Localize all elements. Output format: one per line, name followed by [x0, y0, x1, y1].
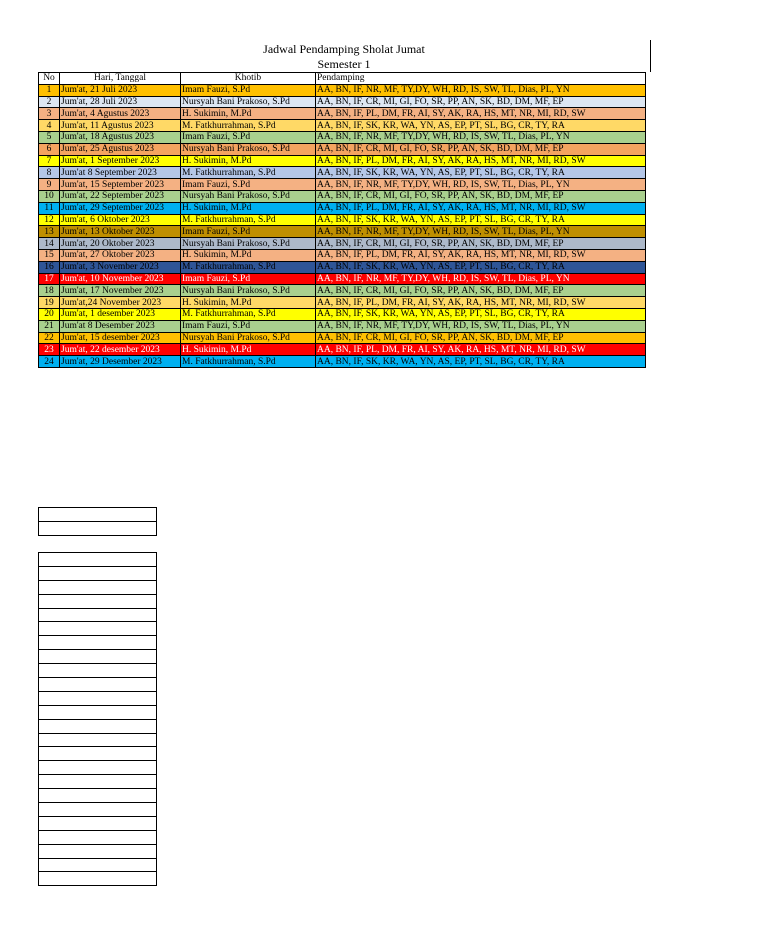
table-row: [39, 96, 646, 108]
cell-no[interactable]: 23: [39, 344, 60, 356]
cell-khotib[interactable]: Imam Fauzi, S.Pd: [181, 131, 316, 143]
empty-cell[interactable]: [39, 844, 157, 858]
empty-cell[interactable]: [39, 636, 157, 650]
cell-pendamping[interactable]: AA, BN, IF, CR, MI, GI, FO, SR, PP, AN, SK, BD, DM, MF, EP: [316, 332, 646, 344]
empty-cell[interactable]: [39, 691, 157, 705]
empty-cell[interactable]: [39, 508, 157, 522]
cell-khotib[interactable]: H. Sukimin, M.Pd: [181, 202, 316, 214]
cell-no[interactable]: 12: [39, 214, 60, 226]
cell-date[interactable]: Jum'at, 6 Oktober 2023: [60, 214, 181, 226]
empty-cell[interactable]: [39, 650, 157, 664]
cell-pendamping[interactable]: AA, BN, IF, SK, KR, WA, YN, AS, EP, PT, SL, BG, CR, TY, RA: [316, 356, 646, 368]
cell-pendamping[interactable]: AA, BN, IF, NR, MF, TY,DY, WH, RD, IS, SW, TL, Dias, PL, YN: [316, 273, 646, 285]
cell-khotib[interactable]: H. Sukimin, M.Pd: [181, 344, 316, 356]
cell-pendamping[interactable]: AA, BN, IF, SK, KR, WA, YN, AS, EP, PT, SL, BG, CR, TY, RA: [316, 261, 646, 273]
header-khotib[interactable]: Khotib: [181, 73, 316, 85]
sheet-subtitle: Semester 1: [317, 57, 371, 71]
table-row: [39, 143, 646, 155]
schedule-table: [38, 72, 646, 368]
cell-pendamping[interactable]: AA, BN, IF, CR, MI, GI, FO, SR, PP, AN, SK, BD, DM, MF, EP: [316, 285, 646, 297]
empty-cell[interactable]: [39, 761, 157, 775]
table-row: [39, 344, 646, 356]
cell-no[interactable]: 1: [39, 84, 60, 96]
cell-date[interactable]: Jum'at, 18 Agustus 2023: [60, 131, 181, 143]
empty-cell[interactable]: [39, 594, 157, 608]
header-pendamping[interactable]: Pendamping: [316, 73, 646, 85]
cell-pendamping[interactable]: AA, BN, IF, NR, MF, TY,DY, WH, RD, IS, SW, TL, Dias, PL, YN: [316, 179, 646, 191]
cell-no[interactable]: 3: [39, 108, 60, 120]
cell-date[interactable]: Jum'at, 1 September 2023: [60, 155, 181, 167]
table-row: [39, 238, 646, 250]
empty-cell[interactable]: [39, 566, 157, 580]
cell-pendamping[interactable]: AA, BN, IF, SK, KR, WA, YN, AS, EP, PT, SL, BG, CR, TY, RA: [316, 214, 646, 226]
cell-no[interactable]: 8: [39, 167, 60, 179]
table-row: [39, 131, 646, 143]
table-row: [39, 356, 646, 368]
cell-khotib[interactable]: M. Fatkhurrahman, S.Pd: [181, 308, 316, 320]
cell-date[interactable]: Jum'at, 21 Juli 2023: [60, 84, 181, 96]
cell-pendamping[interactable]: AA, BN, IF, PL, DM, FR, AI, SY, AK, RA, HS, MT, NR, MI, RD, SW: [316, 202, 646, 214]
empty-cell[interactable]: [39, 733, 157, 747]
cell-pendamping[interactable]: AA, BN, IF, CR, MI, GI, FO, SR, PP, AN, SK, BD, DM, MF, EP: [316, 190, 646, 202]
cell-date[interactable]: Jum'at, 25 Agustus 2023: [60, 143, 181, 155]
table-row: [39, 190, 646, 202]
cell-no[interactable]: 2: [39, 96, 60, 108]
empty-cell[interactable]: [39, 816, 157, 830]
cell-date[interactable]: Jum'at, 11 Agustus 2023: [60, 120, 181, 132]
cell-date[interactable]: Jum'at, 13 Oktober 2023: [60, 226, 181, 238]
cell-khotib[interactable]: M. Fatkhurrahman, S.Pd: [181, 214, 316, 226]
cell-date[interactable]: Jum'at, 28 Juli 2023: [60, 96, 181, 108]
empty-cell[interactable]: [39, 608, 157, 622]
cell-no[interactable]: 13: [39, 226, 60, 238]
cell-date[interactable]: Jum'at, 22 desember 2023: [60, 344, 181, 356]
cell-pendamping[interactable]: AA, BN, IF, PL, DM, FR, AI, SY, AK, RA, HS, MT, NR, MI, RD, SW: [316, 297, 646, 309]
cell-no[interactable]: 22: [39, 332, 60, 344]
cell-no[interactable]: 24: [39, 356, 60, 368]
empty-cell[interactable]: [39, 747, 157, 761]
cell-no[interactable]: 5: [39, 131, 60, 143]
cell-no[interactable]: 6: [39, 143, 60, 155]
cell-date[interactable]: Jum'at,24 November 2023: [60, 297, 181, 309]
cell-no[interactable]: 20: [39, 308, 60, 320]
cell-date[interactable]: Jum'at, 17 November 2023: [60, 285, 181, 297]
cell-khotib[interactable]: H. Sukimin, M.Pd: [181, 249, 316, 261]
cell-khotib[interactable]: Imam Fauzi, S.Pd: [181, 84, 316, 96]
cell-no[interactable]: 11: [39, 202, 60, 214]
table-row: [39, 84, 646, 96]
empty-cell[interactable]: [39, 664, 157, 678]
empty-cell[interactable]: [39, 580, 157, 594]
cell-khotib[interactable]: Nursyah Bani Prakoso, S.Pd: [181, 238, 316, 250]
empty-cell[interactable]: [39, 553, 157, 567]
cell-khotib[interactable]: Nursyah Bani Prakoso, S.Pd: [181, 285, 316, 297]
cell-pendamping[interactable]: AA, BN, IF, CR, MI, GI, FO, SR, PP, AN, SK, BD, DM, MF, EP: [316, 143, 646, 155]
cell-khotib[interactable]: Imam Fauzi, S.Pd: [181, 273, 316, 285]
table-row: [39, 297, 646, 309]
cell-khotib[interactable]: H. Sukimin, M.Pd: [181, 155, 316, 167]
cell-date[interactable]: Jum'at, 20 Oktober 2023: [60, 238, 181, 250]
cell-no[interactable]: 10: [39, 190, 60, 202]
header-date[interactable]: Hari, Tanggal: [60, 73, 181, 85]
empty-cell[interactable]: [39, 775, 157, 789]
cell-no[interactable]: 15: [39, 249, 60, 261]
cell-date[interactable]: Jum'at, 3 November 2023: [60, 261, 181, 273]
empty-cell[interactable]: [39, 830, 157, 844]
empty-cell[interactable]: [39, 803, 157, 817]
cell-date[interactable]: Jum'at, 29 September 2023: [60, 202, 181, 214]
table-row: [39, 202, 646, 214]
cell-khotib[interactable]: Imam Fauzi, S.Pd: [181, 179, 316, 191]
table-row: [39, 155, 646, 167]
cell-date[interactable]: Jum'at, 29 Desember 2023: [60, 356, 181, 368]
table-row: [39, 179, 646, 191]
table-row: [39, 273, 646, 285]
cell-khotib[interactable]: Imam Fauzi, S.Pd: [181, 320, 316, 332]
table-row: [39, 226, 646, 238]
table-row: [39, 320, 646, 332]
cell-date[interactable]: Jum'at, 4 Agustus 2023: [60, 108, 181, 120]
cell-pendamping[interactable]: AA, BN, IF, PL, DM, FR, AI, SY, AK, RA, HS, MT, NR, MI, RD, SW: [316, 108, 646, 120]
empty-grid-top: [38, 507, 157, 536]
cell-pendamping[interactable]: AA, BN, IF, CR, MI, GI, FO, SR, PP, AN, SK, BD, DM, MF, EP: [316, 96, 646, 108]
cell-khotib[interactable]: Nursyah Bani Prakoso, S.Pd: [181, 143, 316, 155]
cell-no[interactable]: 21: [39, 320, 60, 332]
cell-khotib[interactable]: Imam Fauzi, S.Pd: [181, 226, 316, 238]
cell-khotib[interactable]: M. Fatkhurrahman, S.Pd: [181, 356, 316, 368]
empty-cell[interactable]: [39, 872, 157, 886]
table-row: [39, 108, 646, 120]
title-right-border: [650, 40, 651, 72]
cell-pendamping[interactable]: AA, BN, IF, PL, DM, FR, AI, SY, AK, RA, HS, MT, NR, MI, RD, SW: [316, 249, 646, 261]
cell-no[interactable]: 18: [39, 285, 60, 297]
header-no[interactable]: No: [39, 73, 60, 85]
table-row: [39, 120, 646, 132]
cell-date[interactable]: Jum'at, 1 desember 2023: [60, 308, 181, 320]
header-row: [39, 73, 646, 85]
cell-pendamping[interactable]: AA, BN, IF, SK, KR, WA, YN, AS, EP, PT, SL, BG, CR, TY, RA: [316, 120, 646, 132]
cell-date[interactable]: Jum'at 8 Desember 2023: [60, 320, 181, 332]
cell-no[interactable]: 4: [39, 120, 60, 132]
table-row: [39, 249, 646, 261]
schedule-body: [39, 84, 646, 367]
cell-khotib[interactable]: M. Fatkhurrahman, S.Pd: [181, 261, 316, 273]
empty-cell[interactable]: [39, 678, 157, 692]
cell-pendamping[interactable]: AA, BN, IF, SK, KR, WA, YN, AS, EP, PT, SL, BG, CR, TY, RA: [316, 308, 646, 320]
empty-grid-bottom: [38, 552, 157, 886]
empty-cell[interactable]: [39, 789, 157, 803]
table-row: [39, 261, 646, 273]
cell-pendamping[interactable]: AA, BN, IF, CR, MI, GI, FO, SR, PP, AN, SK, BD, DM, MF, EP: [316, 238, 646, 250]
empty-cell[interactable]: [39, 521, 157, 535]
table-row: [39, 308, 646, 320]
table-row: [39, 332, 646, 344]
cell-pendamping[interactable]: AA, BN, IF, NR, MF, TY,DY, WH, RD, IS, SW, TL, Dias, PL, YN: [316, 320, 646, 332]
cell-no[interactable]: 19: [39, 297, 60, 309]
cell-khotib[interactable]: M. Fatkhurrahman, S.Pd: [181, 120, 316, 132]
cell-date[interactable]: Jum'at, 22 September 2023: [60, 190, 181, 202]
cell-pendamping[interactable]: AA, BN, IF, PL, DM, FR, AI, SY, AK, RA, HS, MT, NR, MI, RD, SW: [316, 344, 646, 356]
cell-no[interactable]: 17: [39, 273, 60, 285]
cell-no[interactable]: 7: [39, 155, 60, 167]
empty-cell[interactable]: [39, 719, 157, 733]
cell-pendamping[interactable]: AA, BN, IF, NR, MF, TY,DY, WH, RD, IS, SW, TL, Dias, PL, YN: [316, 131, 646, 143]
cell-khotib[interactable]: Nursyah Bani Prakoso, S.Pd: [181, 190, 316, 202]
cell-pendamping[interactable]: AA, BN, IF, NR, MF, TY,DY, WH, RD, IS, SW, TL, Dias, PL, YN: [316, 84, 646, 96]
cell-date[interactable]: Jum'at 8 September 2023: [60, 167, 181, 179]
cell-khotib[interactable]: Nursyah Bani Prakoso, S.Pd: [181, 96, 316, 108]
cell-khotib[interactable]: H. Sukimin, M.Pd: [181, 108, 316, 120]
cell-khotib[interactable]: Nursyah Bani Prakoso, S.Pd: [181, 332, 316, 344]
cell-pendamping[interactable]: AA, BN, IF, SK, KR, WA, YN, AS, EP, PT, SL, BG, CR, TY, RA: [316, 167, 646, 179]
sheet-title: Jadwal Pendamping Sholat Jumat: [263, 42, 425, 56]
cell-no[interactable]: 14: [39, 238, 60, 250]
cell-no[interactable]: 9: [39, 179, 60, 191]
table-row: [39, 214, 646, 226]
cell-date[interactable]: Jum'at, 15 desember 2023: [60, 332, 181, 344]
cell-date[interactable]: Jum'at, 10 November 2023: [60, 273, 181, 285]
cell-date[interactable]: Jum'at, 15 September 2023: [60, 179, 181, 191]
empty-cell[interactable]: [39, 858, 157, 872]
empty-cell[interactable]: [39, 705, 157, 719]
cell-no[interactable]: 16: [39, 261, 60, 273]
cell-khotib[interactable]: H. Sukimin, M.Pd: [181, 297, 316, 309]
cell-pendamping[interactable]: AA, BN, IF, NR, MF, TY,DY, WH, RD, IS, SW, TL, Dias, PL, YN: [316, 226, 646, 238]
cell-khotib[interactable]: M. Fatkhurrahman, S.Pd: [181, 167, 316, 179]
cell-pendamping[interactable]: AA, BN, IF, PL, DM, FR, AI, SY, AK, RA, HS, MT, NR, MI, RD, SW: [316, 155, 646, 167]
cell-date[interactable]: Jum'at, 27 Oktober 2023: [60, 249, 181, 261]
table-row: [39, 167, 646, 179]
table-row: [39, 285, 646, 297]
empty-cell[interactable]: [39, 622, 157, 636]
